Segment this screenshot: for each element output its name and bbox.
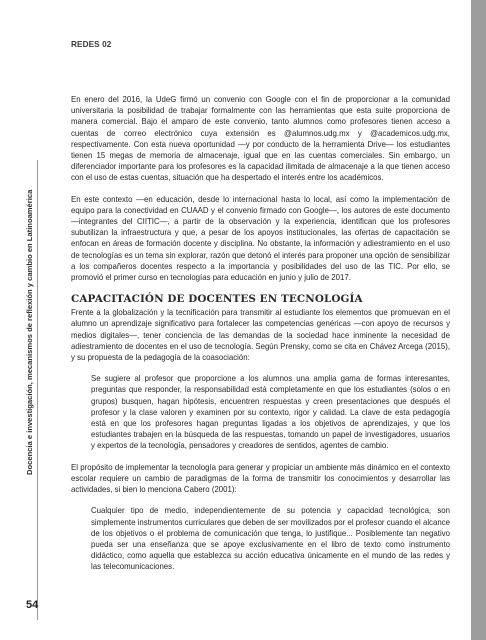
section-heading: CAPACITACIÓN DE DOCENTES EN TECNOLOGÍA: [71, 293, 363, 306]
paragraph: En este contexto —en educación, desde lo internacional hasta lo local, así como la implementación de equipo para la conectividad en CUAAD y el convenio firmado con Google—, los autores de este documento —integrantes del CIITIC—, a partir de la observación y la experiencia, identifican que los profesores subutilizan la infraestructura y que, a pesar de los apoyos institucionales, las ofertas de capacitación se enfocan en áreas de formación docente y disciplina. No obstante, la información y adiestramiento en el uso de tecnologías es un tema sin explorar, razón que detonó el interés para proponer una opción de sensibilizar a los compañeros docentes respecto a la importancia y posibilidades del uso de las TIC. Por ello, se promovió el primer curso en tecnologías para educación en junio y julio de 2017.: [71, 194, 450, 283]
vertical-book-title: Docencia e investigación, mecanismos de reflexión y cambio en Latinoamérica: [25, 189, 34, 475]
body-text: [71, 94, 450, 583]
side-divider: [37, 160, 38, 620]
running-head: REDES 02: [71, 40, 112, 49]
page-number: 54: [26, 599, 39, 611]
paragraph: En enero del 2016, la UdeG firmó un convenio con Google con el fin de proporcionar a la comunidad universitaria la posibilidad de trabajar formalmente con las herramientas que esta suite proporciona de manera comercial. Bajo el amparo de este convenio, tanto alumnos como profesores tienen acceso a cuentas de correo electrónico cuya extensión es @alumnos.udg.mx y @academicos.udg.mx, respectivamente. Con esta nueva oportunidad —y por conducto de la herramienta Drive— los estudiantes tienen 15 megas de memoria de almacenaje, igual que en las cuentas comerciales. Sin embargo, un diferenciador importante para los profesores es la capacidad ilimitada de almacenaje a la que tienen acceso con el uso de estas cuentas, situación que ha despertado el interés entre los académicos.: [71, 95, 450, 183]
block-quote: Cualquier tipo de medio, independientemente de su potencia y capacidad tecnológica, son simplemente instrumentos curriculares que deben de ser movilizados por el profesor cuando el alcance de los objetivos o el problema de comunicación que tenga, lo justifique... Posiblemente tan negativo pueda ser una enseñanza que se apoye exclusivamente en el libro de texto como instrumento didáctico, como aquella que establezca su acción educativa únicamente en el mundo de las redes y las telecomunicaciones.: [91, 506, 450, 572]
block-quote: Se sugiere al profesor que proporcione a los alumnos una amplia gama de formas interesantes, preguntas que responder, la responsabilidad está completamente en que los estudiantes (solos o en grupos) busquen, hagan hipótesis, encuentren respuestas y creen presentaciones que después el profesor y la clase valoren y examinen por su contexto, rigor y calidad. La clave de esta pedagogía está en que los profesores hagan preguntas ligadas a los objetivos de aprendizajes, y que los estudiantes trabajen en la búsqueda de las respuestas, tomando un papel de investigadores, usuarios y expertos de la tecnología, pensadores y creadores de sentidos, agentes de cambio.: [91, 374, 450, 451]
paragraph: Frente a la globalización y la tecnificación para transmitir al estudiante los elementos que promuevan en el alumno un aprendizaje significativo para fortalecer las competencias genéricas —con apoyo de recursos y medios digitales—, tener conciencia de las demandas de la sociedad hace inminente la necesidad de adiestramiento de docentes en el uso de tecnología. Según Prensky, como se cita en Chávez Arcega (2015), y su propuesta de la pedagogía de la coasociación:: [71, 308, 450, 363]
paragraph: El propósito de implementar la tecnología para generar y propiciar un ambiente más dinámico en el contexto escolar requiere un cambio de paradigmas de la forma de transmitir los conocimientos y desarrollar las actividades, si bien lo menciona Cabero (2001):: [71, 462, 450, 495]
